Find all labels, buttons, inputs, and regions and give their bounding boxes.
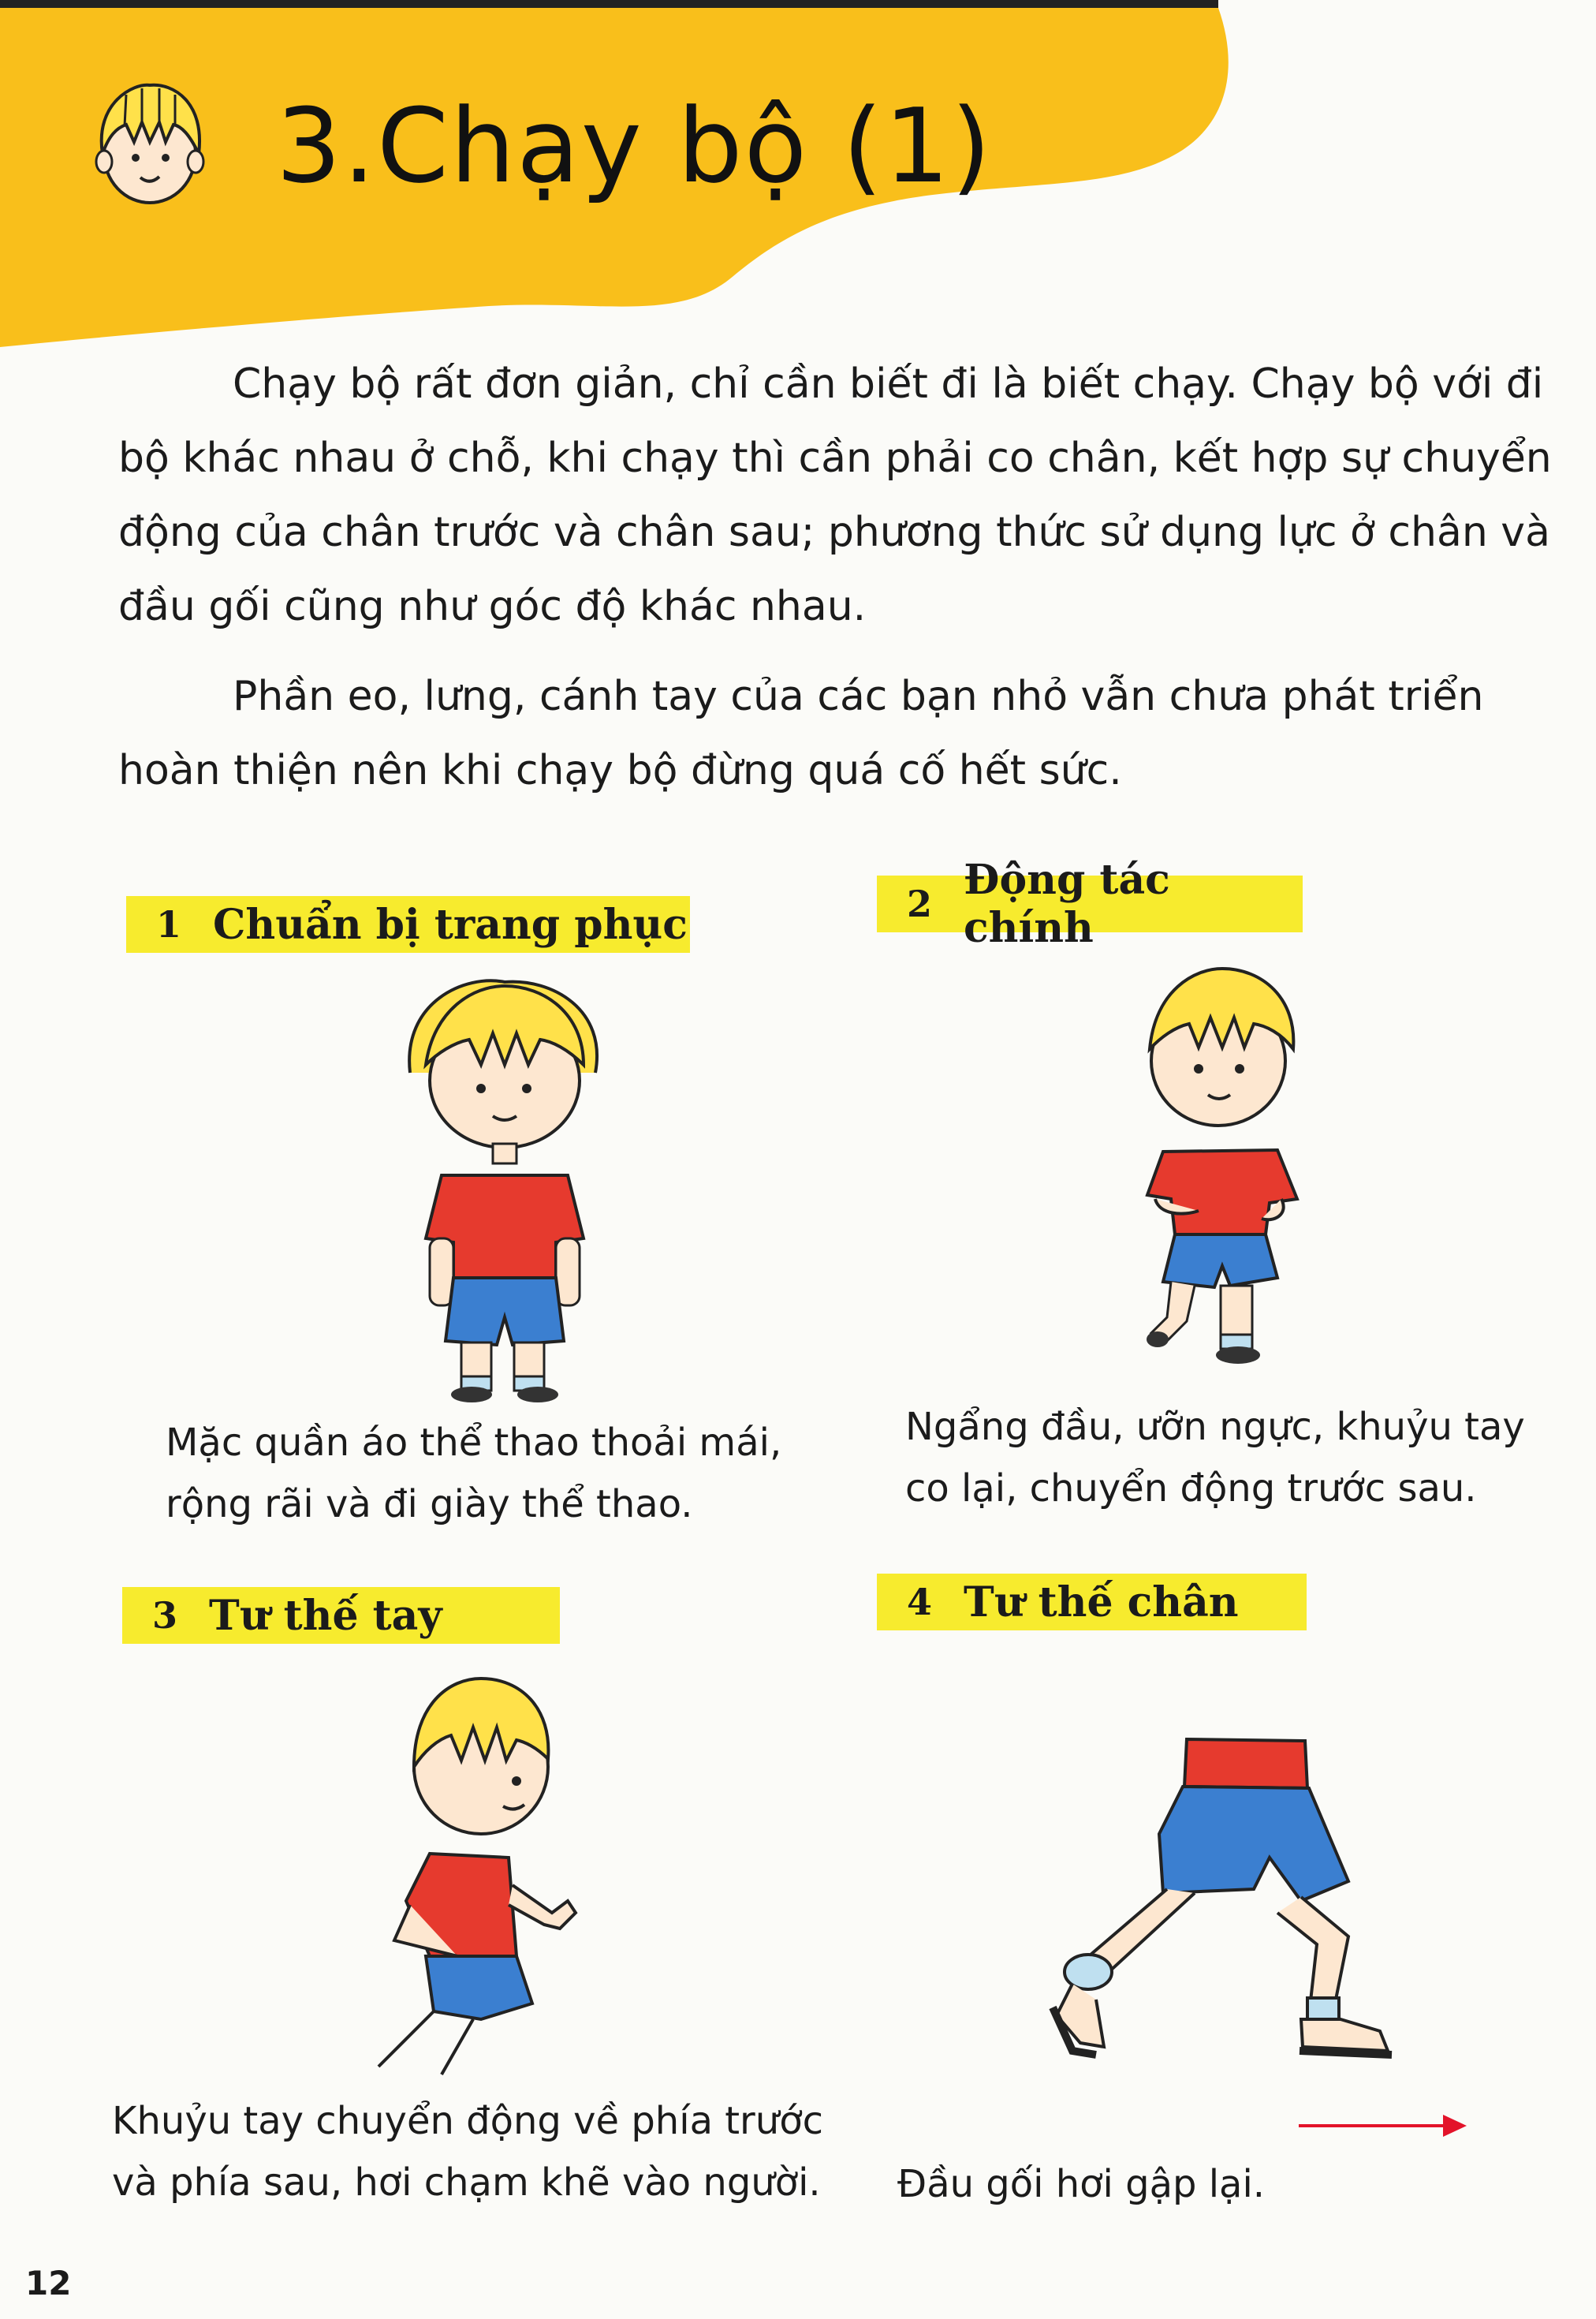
section-2-number: 2 <box>907 883 933 925</box>
section-1-caption <box>166 1412 781 1535</box>
boy-standing-illustration <box>386 978 623 1404</box>
section-2-heading <box>877 856 1303 952</box>
boy-running-side-illustration <box>363 1672 599 2082</box>
intro-text <box>118 347 1561 808</box>
section-2-title: Động tác chính <box>964 856 1170 952</box>
section-1-caption-line-1: Mặc quần áo thể thao thoải mái, <box>166 1421 782 1465</box>
page-number: 12 <box>25 2264 72 2302</box>
section-2-caption-line-2: co lại, chuyển động trước sau. <box>905 1466 1477 1511</box>
section-4-caption <box>897 2153 1265 2215</box>
section-1-number: 1 <box>156 903 182 946</box>
title-row <box>87 79 993 213</box>
section-2-caption-line-1: Ngẩng đầu, ưỡn ngực, khuỷu tay <box>905 1405 1525 1449</box>
section-4-heading <box>877 1574 1307 1630</box>
section-3-caption-line-2: và phía sau, hơi chạm khẽ vào người. <box>112 2160 821 2205</box>
section-3-title: Tư thế tay <box>209 1591 442 1640</box>
page-title: 3.Chạy bộ (1) <box>276 86 993 206</box>
running-legs-illustration <box>1009 1731 1451 2078</box>
section-2-caption <box>905 1396 1525 1519</box>
section-1-caption-line-2: rộng rãi và đi giày thể thao. <box>166 1482 693 1526</box>
section-4-caption-line-1: Đầu gối hơi gập lại. <box>897 2162 1266 2206</box>
section-1-title: Chuẩn bị trang phục <box>213 900 688 949</box>
section-4-title: Tư thế chân <box>964 1578 1239 1626</box>
section-3-heading <box>122 1587 560 1644</box>
boy-running-front-illustration <box>1120 962 1325 1372</box>
boy-face-icon <box>87 79 213 213</box>
intro-paragraph-2: Phần eo, lưng, cánh tay của các bạn nhỏ vẫn chưa phát triển hoàn thiện nên khi chạy bộ đừng quá cố hết sức. <box>118 673 1484 794</box>
section-1-heading <box>126 896 690 953</box>
section-4-number: 4 <box>907 1581 933 1623</box>
section-3-caption-line-1: Khuỷu tay chuyển động về phía trước <box>112 2099 823 2143</box>
direction-arrow-icon <box>1297 2110 1471 2142</box>
section-3-number: 3 <box>152 1594 178 1637</box>
intro-paragraph-1: Chạy bộ rất đơn giản, chỉ cần biết đi là biết chạy. Chạy bộ với đi bộ khác nhau ở chỗ, khi chạy thì cần phải co chân, kết hợp sự chuyển động của chân trước và chân sau; phương thức sử dụng lực ở chân và đầu gối cũng như góc độ khác nhau. <box>118 360 1552 630</box>
section-3-caption <box>112 2090 823 2213</box>
